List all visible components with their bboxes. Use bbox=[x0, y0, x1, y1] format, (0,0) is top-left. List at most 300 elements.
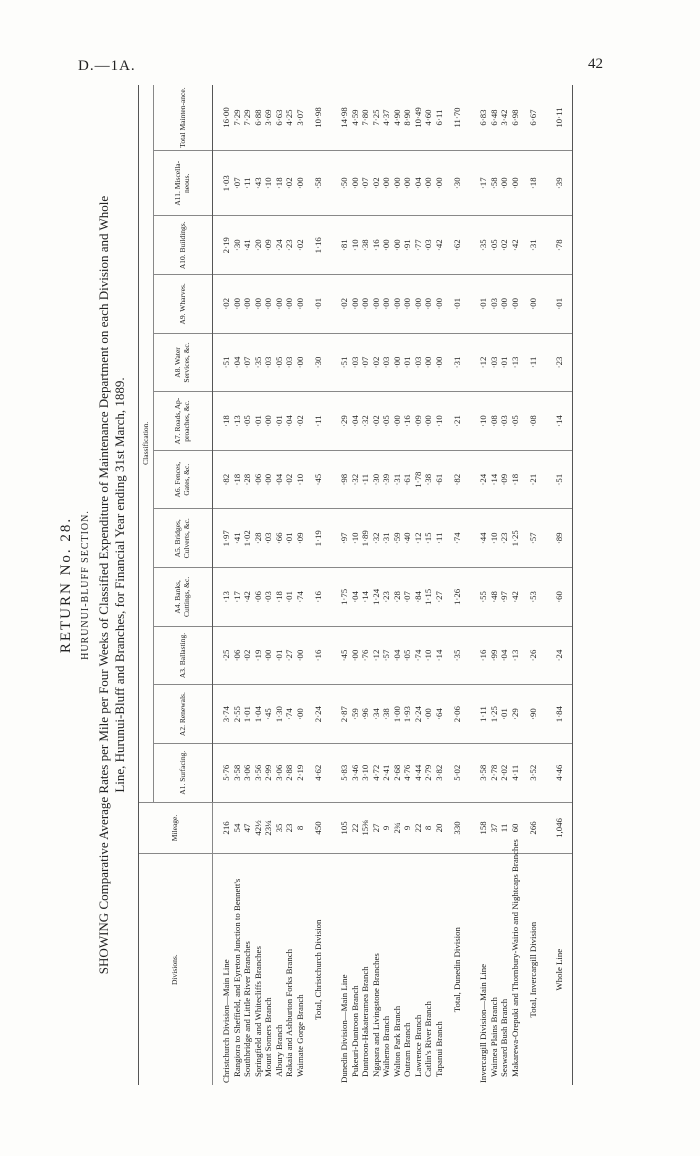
row-value: ·53 bbox=[520, 568, 546, 627]
row-value: ·89 bbox=[546, 509, 573, 568]
description-line-2: Line, Hurunui-Bluff and Branches, for Financial Year ending 31st March, 1889. bbox=[112, 377, 127, 793]
row-value: ·14 bbox=[546, 392, 573, 451]
row-value: ·18 bbox=[274, 151, 285, 216]
table-row bbox=[381, 85, 392, 1085]
row-value: ·32 bbox=[360, 392, 371, 451]
spacer-cell bbox=[331, 509, 339, 568]
row-value: ·29 bbox=[510, 685, 521, 744]
table-row bbox=[350, 85, 361, 1085]
row-value: ·00 bbox=[295, 685, 306, 744]
table-row bbox=[546, 85, 573, 1085]
row-value: ·04 bbox=[350, 568, 361, 627]
row-value: ·15 bbox=[423, 509, 434, 568]
row-value: ·09 bbox=[413, 392, 424, 451]
row-value: 4·59 bbox=[350, 85, 361, 151]
table-row bbox=[284, 85, 295, 1085]
row-value: 4·25 bbox=[284, 85, 295, 151]
row-value: ·00 bbox=[350, 626, 361, 685]
column-header: A4. Banks, Cuttings, &c. bbox=[154, 568, 213, 627]
row-value: ·01 bbox=[444, 275, 470, 334]
row-value: 3·82 bbox=[434, 743, 445, 802]
row-value: 3·52 bbox=[520, 743, 546, 802]
row-value: ·16 bbox=[402, 392, 413, 451]
spacer-cell bbox=[331, 854, 339, 1085]
table-row bbox=[392, 85, 403, 1085]
row-value: ·23 bbox=[284, 216, 295, 275]
table-row bbox=[232, 85, 243, 1085]
row-value: ·16 bbox=[478, 626, 489, 685]
spacer-cell bbox=[213, 151, 222, 216]
row-value: ·55 bbox=[478, 568, 489, 627]
table-row bbox=[489, 85, 500, 1085]
row-value: ·00 bbox=[510, 151, 521, 216]
row-value: ·00 bbox=[242, 275, 253, 334]
row-mileage: 60 bbox=[510, 802, 521, 854]
row-value: ·10 bbox=[295, 450, 306, 509]
row-value: ·14 bbox=[489, 450, 500, 509]
row-value: 4·60 bbox=[423, 85, 434, 151]
row-value: ·16 bbox=[305, 568, 331, 627]
spacer-cell bbox=[213, 392, 222, 451]
row-value: ·24 bbox=[274, 216, 285, 275]
row-mileage: 9 bbox=[402, 802, 413, 854]
row-value: ·12 bbox=[413, 509, 424, 568]
row-name: Catlin's River Branch bbox=[423, 1001, 433, 1077]
row-value: 1·75 bbox=[339, 568, 350, 627]
row-value: ·21 bbox=[520, 450, 546, 509]
row-value: ·11 bbox=[360, 450, 371, 509]
row-value: ·38 bbox=[360, 216, 371, 275]
spacer-cell bbox=[470, 392, 478, 451]
row-value: ·00 bbox=[423, 333, 434, 392]
row-value: 4·62 bbox=[305, 743, 331, 802]
row-value: ·01 bbox=[274, 392, 285, 451]
row-value: ·08 bbox=[489, 392, 500, 451]
row-value: ·13 bbox=[221, 568, 232, 627]
expenditure-table bbox=[138, 85, 573, 1085]
row-value: 2·55 bbox=[232, 685, 243, 744]
row-value: 6·48 bbox=[489, 85, 500, 151]
row-value: 2·19 bbox=[295, 743, 306, 802]
row-value: ·18 bbox=[221, 392, 232, 451]
row-value: 2·78 bbox=[489, 743, 500, 802]
spacer-cell bbox=[213, 568, 222, 627]
row-mileage: 1,046 bbox=[546, 802, 573, 854]
row-value: ·21 bbox=[444, 392, 470, 451]
row-value: ·10 bbox=[489, 509, 500, 568]
row-mileage: 105 bbox=[339, 802, 350, 854]
row-value: ·02 bbox=[295, 216, 306, 275]
row-mileage: 47 bbox=[242, 802, 253, 854]
table-row bbox=[253, 85, 264, 1085]
row-value: ·00 bbox=[423, 685, 434, 744]
row-value: ·45 bbox=[263, 685, 274, 744]
row-value: ·24 bbox=[478, 450, 489, 509]
spacer-cell bbox=[331, 626, 339, 685]
row-value: ·05 bbox=[489, 216, 500, 275]
total-row bbox=[520, 85, 546, 1085]
row-value: ·30 bbox=[232, 216, 243, 275]
row-value: ·00 bbox=[263, 275, 274, 334]
table-row bbox=[499, 85, 510, 1085]
row-value: ·03 bbox=[489, 333, 500, 392]
row-value: ·00 bbox=[263, 450, 274, 509]
row-value: ·05 bbox=[510, 392, 521, 451]
row-value: 7·29 bbox=[232, 85, 243, 151]
row-value: ·10 bbox=[350, 216, 361, 275]
row-value: 1·19 bbox=[305, 509, 331, 568]
row-value: ·01 bbox=[274, 626, 285, 685]
return-description bbox=[96, 85, 128, 1085]
row-value: ·59 bbox=[392, 509, 403, 568]
row-value: ·30 bbox=[305, 333, 331, 392]
row-value: ·04 bbox=[350, 392, 361, 451]
row-value: 3·69 bbox=[263, 85, 274, 151]
row-value: 3·58 bbox=[478, 743, 489, 802]
row-value: ·58 bbox=[489, 151, 500, 216]
row-value: ·00 bbox=[423, 392, 434, 451]
row-value: ·00 bbox=[392, 275, 403, 334]
row-value: 1·97 bbox=[221, 509, 232, 568]
row-value: 5·02 bbox=[444, 743, 470, 802]
row-value: ·41 bbox=[232, 509, 243, 568]
row-value: ·24 bbox=[546, 626, 573, 685]
column-header: A6. Fences, Gates, &c. bbox=[154, 450, 213, 509]
row-value: ·04 bbox=[413, 151, 424, 216]
rotated-return-block bbox=[50, 85, 670, 1085]
row-value: 4·72 bbox=[371, 743, 382, 802]
spacer-cell bbox=[213, 275, 222, 334]
row-value: ·19 bbox=[253, 626, 264, 685]
row-value: ·11 bbox=[305, 392, 331, 451]
row-value: ·42 bbox=[434, 216, 445, 275]
row-value: ·90 bbox=[520, 685, 546, 744]
row-value: ·00 bbox=[232, 275, 243, 334]
row-value: ·00 bbox=[423, 275, 434, 334]
row-value: ·06 bbox=[253, 568, 264, 627]
row-mileage: 35 bbox=[274, 802, 285, 854]
row-value: 5·76 bbox=[221, 743, 232, 802]
row-value: ·42 bbox=[242, 568, 253, 627]
spacer-cell bbox=[213, 802, 222, 854]
row-value: 3·10 bbox=[360, 743, 371, 802]
row-value: ·03 bbox=[284, 333, 295, 392]
row-name: Lawrence Branch bbox=[412, 1014, 423, 1077]
row-value: ·00 bbox=[360, 275, 371, 334]
row-value: ·76 bbox=[360, 626, 371, 685]
table-row bbox=[478, 85, 489, 1085]
row-value: ·09 bbox=[295, 509, 306, 568]
row-value: ·23 bbox=[546, 333, 573, 392]
row-value: ·50 bbox=[339, 151, 350, 216]
row-value: ·96 bbox=[360, 685, 371, 744]
row-value: ·03 bbox=[263, 509, 274, 568]
row-value: ·06 bbox=[232, 626, 243, 685]
row-value: ·05 bbox=[402, 626, 413, 685]
row-value: ·38 bbox=[381, 685, 392, 744]
row-value: 2·99 bbox=[263, 743, 274, 802]
row-value: ·01 bbox=[284, 509, 295, 568]
row-name: Waihemo Branch bbox=[381, 1015, 391, 1077]
row-name: Albury Branch bbox=[273, 1024, 284, 1077]
column-header: A5. Bridges, Culverts, &c. bbox=[154, 509, 213, 568]
row-mileage: 23 bbox=[284, 802, 295, 854]
spacer-cell bbox=[470, 216, 478, 275]
row-value: ·11 bbox=[434, 509, 445, 568]
row-name: Pukeuri-Duntroon Branch bbox=[349, 985, 360, 1077]
row-name: Duntroon-Hakateramea Branch bbox=[360, 966, 370, 1077]
row-value: 1·25 bbox=[489, 685, 500, 744]
row-value: 3·46 bbox=[350, 743, 361, 802]
row-value: ·00 bbox=[381, 216, 392, 275]
row-value: ·35 bbox=[444, 626, 470, 685]
row-value: 3·06 bbox=[274, 743, 285, 802]
row-value: 2·19 bbox=[221, 216, 232, 275]
row-value: 3·07 bbox=[295, 85, 306, 151]
row-value: ·00 bbox=[499, 151, 510, 216]
row-value: ·10 bbox=[434, 392, 445, 451]
table-row bbox=[295, 85, 306, 1085]
row-value: ·10 bbox=[478, 392, 489, 451]
column-header: A3. Ballasting. bbox=[154, 626, 213, 685]
row-name: Mount Somers Branch bbox=[263, 997, 273, 1077]
spacer-cell bbox=[213, 85, 222, 151]
row-value: ·01 bbox=[499, 333, 510, 392]
row-value: 1·01 bbox=[242, 685, 253, 744]
row-value: 3·58 bbox=[232, 743, 243, 802]
row-value: ·04 bbox=[274, 450, 285, 509]
row-value: ·18 bbox=[520, 151, 546, 216]
row-value: ·07 bbox=[242, 333, 253, 392]
row-value: ·11 bbox=[242, 151, 253, 216]
row-value: ·00 bbox=[350, 151, 361, 216]
spacer-cell bbox=[470, 509, 478, 568]
row-value: ·00 bbox=[350, 275, 361, 334]
row-value: ·58 bbox=[305, 151, 331, 216]
row-value: ·38 bbox=[423, 450, 434, 509]
column-header: Total Mainten-ance. bbox=[154, 85, 213, 151]
row-value: ·51 bbox=[221, 333, 232, 392]
page-ref: D.—1A. bbox=[78, 58, 136, 74]
row-value: 6·63 bbox=[274, 85, 285, 151]
row-value: ·62 bbox=[444, 216, 470, 275]
row-value: ·05 bbox=[381, 392, 392, 451]
row-value: ·14 bbox=[434, 626, 445, 685]
row-value: ·42 bbox=[510, 568, 521, 627]
row-value: ·01 bbox=[305, 275, 331, 334]
row-value: ·00 bbox=[371, 275, 382, 334]
row-value: ·31 bbox=[520, 216, 546, 275]
row-value: ·03 bbox=[263, 333, 274, 392]
row-value: ·44 bbox=[478, 509, 489, 568]
row-value: 2·79 bbox=[423, 743, 434, 802]
row-mileage: 8 bbox=[423, 802, 434, 854]
row-mileage: 216 bbox=[221, 802, 232, 854]
row-value: ·61 bbox=[402, 450, 413, 509]
row-name: Invercargill Division—Main Line bbox=[478, 963, 488, 1083]
spacer-cell bbox=[213, 854, 222, 1085]
row-value: ·28 bbox=[392, 568, 403, 627]
row-value: 5·83 bbox=[339, 743, 350, 802]
table-row bbox=[371, 85, 382, 1085]
row-value: ·09 bbox=[499, 450, 510, 509]
row-value: ·00 bbox=[402, 151, 413, 216]
spacer-cell bbox=[213, 509, 222, 568]
row-value: 7·25 bbox=[371, 85, 382, 151]
spacer-cell bbox=[331, 392, 339, 451]
row-value: ·17 bbox=[478, 151, 489, 216]
row-value: ·31 bbox=[392, 450, 403, 509]
row-value: ·01 bbox=[546, 275, 573, 334]
row-value: ·74 bbox=[444, 509, 470, 568]
row-value: 1·11 bbox=[478, 685, 489, 744]
spacer-cell bbox=[470, 85, 478, 151]
spacer-cell bbox=[470, 151, 478, 216]
table-row bbox=[510, 85, 521, 1085]
row-value: ·03 bbox=[499, 392, 510, 451]
spacer-cell bbox=[331, 151, 339, 216]
row-value: ·14 bbox=[360, 568, 371, 627]
row-mileage: 158 bbox=[478, 802, 489, 854]
row-mileage: 22 bbox=[413, 802, 424, 854]
row-value: ·57 bbox=[381, 626, 392, 685]
row-value: ·01 bbox=[478, 275, 489, 334]
spacer-cell bbox=[331, 568, 339, 627]
row-value: ·74 bbox=[413, 626, 424, 685]
row-value: 1·30 bbox=[274, 685, 285, 744]
spacer-cell bbox=[470, 802, 478, 854]
spacer-cell bbox=[213, 450, 222, 509]
row-value: ·97 bbox=[339, 509, 350, 568]
table-row bbox=[434, 85, 445, 1085]
spacer-cell bbox=[331, 333, 339, 392]
row-name: Makarewa-Orepuki and Thornbury-Wairio and Nightcaps Branches bbox=[509, 839, 520, 1077]
row-value: ·00 bbox=[295, 626, 306, 685]
row-value: ·13 bbox=[232, 392, 243, 451]
row-value: ·03 bbox=[263, 568, 274, 627]
row-value: ·61 bbox=[434, 450, 445, 509]
row-value: ·04 bbox=[499, 626, 510, 685]
row-value: ·00 bbox=[295, 333, 306, 392]
row-value: ·74 bbox=[295, 568, 306, 627]
row-value: ·11 bbox=[520, 333, 546, 392]
row-mileage: 8 bbox=[295, 802, 306, 854]
spacer-cell bbox=[470, 333, 478, 392]
row-value: ·32 bbox=[371, 509, 382, 568]
row-value: ·31 bbox=[444, 333, 470, 392]
row-value: ·00 bbox=[295, 151, 306, 216]
row-value: ·39 bbox=[381, 450, 392, 509]
row-value: ·02 bbox=[371, 151, 382, 216]
row-value: ·31 bbox=[381, 509, 392, 568]
row-value: 1·03 bbox=[221, 151, 232, 216]
spacer-cell bbox=[470, 568, 478, 627]
row-value: ·97 bbox=[499, 568, 510, 627]
total-row bbox=[305, 85, 331, 1085]
spacer-cell bbox=[470, 450, 478, 509]
row-value: ·30 bbox=[444, 151, 470, 216]
column-header: A11. Miscella-neous. bbox=[154, 151, 213, 216]
row-value: ·12 bbox=[371, 626, 382, 685]
row-value: 4·37 bbox=[381, 85, 392, 151]
row-value: ·07 bbox=[232, 151, 243, 216]
row-value: ·00 bbox=[263, 626, 274, 685]
row-value: ·30 bbox=[371, 450, 382, 509]
table-row bbox=[221, 85, 232, 1085]
mileage-header: Mileage. bbox=[139, 802, 213, 854]
row-value: 6·11 bbox=[434, 85, 445, 151]
row-value: 2·02 bbox=[499, 743, 510, 802]
row-value: ·29 bbox=[339, 392, 350, 451]
row-name: Total, Dunedin Division bbox=[451, 927, 462, 1013]
row-value: ·00 bbox=[284, 275, 295, 334]
row-value: 6·88 bbox=[253, 85, 264, 151]
row-value: ·13 bbox=[510, 333, 521, 392]
row-value: 1·16 bbox=[305, 216, 331, 275]
row-value: ·04 bbox=[392, 626, 403, 685]
column-header: A10. Buildings. bbox=[154, 216, 213, 275]
spacer-cell bbox=[331, 216, 339, 275]
row-value: ·02 bbox=[295, 392, 306, 451]
row-value: 8·90 bbox=[402, 85, 413, 151]
row-name: Tapanui Branch bbox=[433, 1021, 444, 1077]
table-row bbox=[423, 85, 434, 1085]
table-row bbox=[339, 85, 350, 1085]
row-value: ·99 bbox=[489, 626, 500, 685]
row-value: ·16 bbox=[305, 626, 331, 685]
row-value: ·00 bbox=[434, 275, 445, 334]
row-value: ·12 bbox=[478, 333, 489, 392]
row-value: ·81 bbox=[339, 216, 350, 275]
row-value: ·28 bbox=[242, 450, 253, 509]
row-value: 10·98 bbox=[305, 85, 331, 151]
row-value: ·84 bbox=[413, 568, 424, 627]
row-value: 4·44 bbox=[413, 743, 424, 802]
row-name: Rakaia and Ashburton Forks Branch bbox=[284, 948, 294, 1077]
row-value: ·01 bbox=[402, 333, 413, 392]
row-value: 1·04 bbox=[253, 685, 264, 744]
row-value: ·59 bbox=[350, 685, 361, 744]
row-value: 2·24 bbox=[413, 685, 424, 744]
row-name: Ngapara and Livingstone Branches bbox=[370, 953, 381, 1077]
row-value: ·00 bbox=[520, 275, 546, 334]
row-name: Total, Invercargill Division bbox=[527, 921, 538, 1018]
classification-header: Classification. bbox=[139, 85, 154, 802]
row-value: ·48 bbox=[489, 568, 500, 627]
row-value: 2·24 bbox=[305, 685, 331, 744]
row-value: 1·15 bbox=[423, 568, 434, 627]
row-value: ·02 bbox=[499, 216, 510, 275]
row-mileage: 54 bbox=[232, 802, 243, 854]
column-header: A9. Wharves. bbox=[154, 275, 213, 334]
row-name: Seaward Bush Branch bbox=[499, 998, 509, 1077]
row-value: ·27 bbox=[284, 626, 295, 685]
row-value: 7·29 bbox=[242, 85, 253, 151]
row-value: ·01 bbox=[499, 685, 510, 744]
section-title: HURUNUI-BLUFF SECTION. bbox=[80, 510, 91, 660]
row-value: ·00 bbox=[392, 216, 403, 275]
table-row bbox=[242, 85, 253, 1085]
spacer-cell bbox=[470, 626, 478, 685]
row-value: ·64 bbox=[434, 685, 445, 744]
row-mileage: 20 bbox=[434, 802, 445, 854]
row-name: Total, Christchurch Division bbox=[312, 919, 323, 1020]
row-value: ·18 bbox=[510, 450, 521, 509]
spacer-cell bbox=[331, 450, 339, 509]
row-value: ·00 bbox=[274, 275, 285, 334]
row-value: ·26 bbox=[520, 626, 546, 685]
row-value: ·03 bbox=[413, 333, 424, 392]
